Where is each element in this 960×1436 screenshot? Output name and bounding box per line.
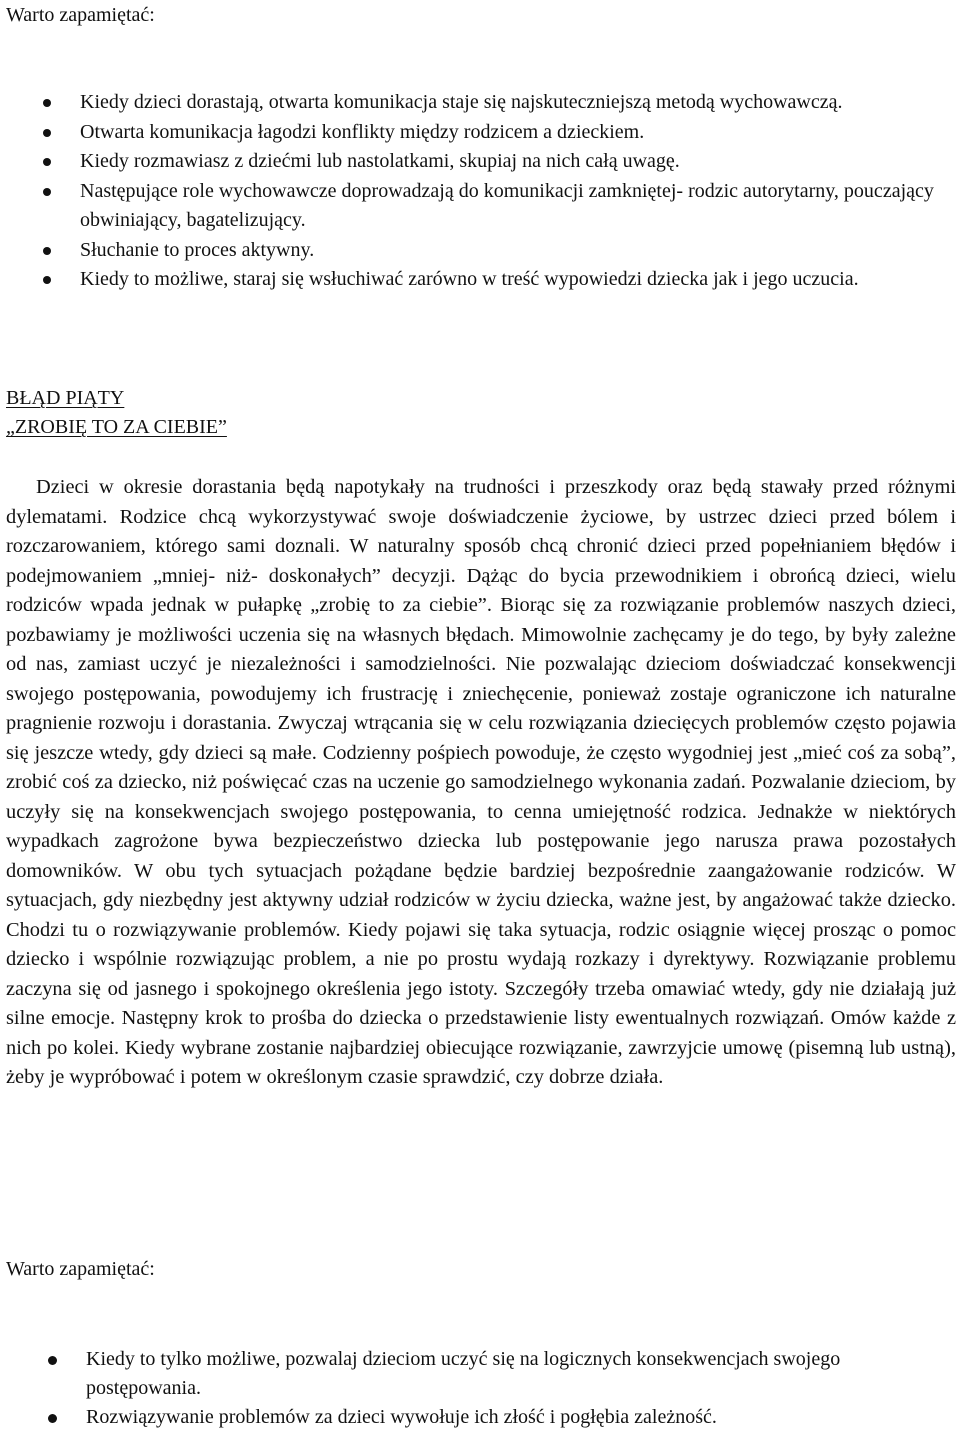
list-item: Kiedy to tylko możliwe, pozwalaj dzieciom uczyć się na logicznych konsekwencjach swojego postępowania.: [86, 1345, 946, 1403]
list-item: Rozwiązywanie problemów za dzieci wywołuje ich złość i pogłębia zależność.: [86, 1403, 946, 1432]
bullet-list-remember-2: [86, 1345, 946, 1432]
list-item: Kiedy rozmawiasz z dziećmi lub nastolatkami, skupiaj na nich całą uwagę.: [80, 147, 940, 177]
section-subtitle-do-it-for-you: „ZROBIĘ TO ZA CIEBIE”: [6, 416, 227, 438]
section-title-error-five: BŁĄD PIĄTY: [6, 387, 125, 409]
body-paragraph: Dzieci w okresie dorastania będą napotykały na trudności i przeszkody oraz będą stawały przed różnymi dylematami. Rodzice chcą wykorzystywać swoje doświadczenie życiowe, by ustrzec dzieci przed bólem i rozczarowaniem, którego sami doznali. W naturalny sposób chcą chronić dzieci przed popełnianiem błędów i podejmowaniem „mniej- niż- doskonałych” decyzji. Dążąc do bycia przewodnikiem i obrońcą dzieci, wielu rodziców wpada jednak w pułapkę „zrobię to za ciebie”. Biorąc się za rozwiązanie problemów naszych dzieci, pozbawiamy je możliwości uczenia się na własnych błędach. Mimowolnie zachęcamy je do tego, by były zależne od nas, zamiast uczyć je niezależności i samodzielności. Nie pozwalając dzieciom doświadczać konsekwencji swojego postępowania, powodujemy ich frustrację i zniechęcenie, ponieważ zostaje ograniczone ich naturalne pragnienie rozwoju i dorastania. Zwyczaj wtrącania się w celu rozwiązania dziecięcych problemów często pojawia się jeszcze wtedy, gdy dzieci są małe. Codzienny pośpiech powoduje, że często wygodniej jest „mieć coś za sobą”, zrobić coś za dziecko, niż poświęcać czas na uczenie go samodzielnego wykonania zadań. Pozwalanie dzieciom, by uczyły się na konsekwencjach swojego postępowania, to cenna umiejętność rodzica. Jednakże w niektórych wypadkach zagrożone bywa bezpieczeństwo dziecka lub postępowanie jego narusza prawa pozostałych domowników. W obu tych sytuacjach pożądane będzie bardziej bezpośrednie zaangażowanie rodziców. W sytuacjach, gdy niezbędny jest aktywny udział rodziców w życiu dziecka, ważne jest, by angażować także dziecko. Chodzi tu o rozwiązywanie problemów. Kiedy pojawi się taka sytuacja, rodzic osiągnie więcej prosząc o pomoc dziecko i wspólnie rozwiązując problem, a nie po prostu wydają rozkazy i dyrektywy. Rozwiązanie problemu zaczyna się od jasnego i spokojnego określenia jego istoty. Szczegóły trzeba omawiać wtedy, gdy nie działają już silne emocje. Następny krok to prośba do dziecka o przedstawienie listy ewentualnych rozwiązań. Omów każde z nich po kolei. Kiedy wybrane zostanie najbardziej obiecujące rozwiązanie, zawrzyjcie umowę (pisemną lub ustną), żeby je wypróbować i potem w określonym czasie sprawdzić, czy dobrze działa.: [6, 476, 956, 1088]
section-heading-remember-2: Warto zapamiętać:: [6, 1258, 155, 1280]
list-item: Następujące role wychowawcze doprowadzają do komunikacji zamkniętej- rodzic autorytarny, pouczający obwiniający, bagatelizujący.: [80, 177, 940, 236]
list-item: Otwarta komunikacja łagodzi konflikty między rodzicem a dzieckiem.: [80, 118, 940, 148]
list-item: Kiedy dzieci dorastają, otwarta komunikacja staje się najskuteczniejszą metodą wychowawczą.: [80, 88, 940, 118]
bullet-list-remember-1: [80, 88, 940, 295]
list-item: Kiedy to możliwe, staraj się wsłuchiwać zarówno w treść wypowiedzi dziecka jak i jego uczucia.: [80, 265, 940, 295]
list-item: Słuchanie to proces aktywny.: [80, 236, 940, 266]
section-heading-remember-1: Warto zapamiętać:: [6, 4, 155, 26]
